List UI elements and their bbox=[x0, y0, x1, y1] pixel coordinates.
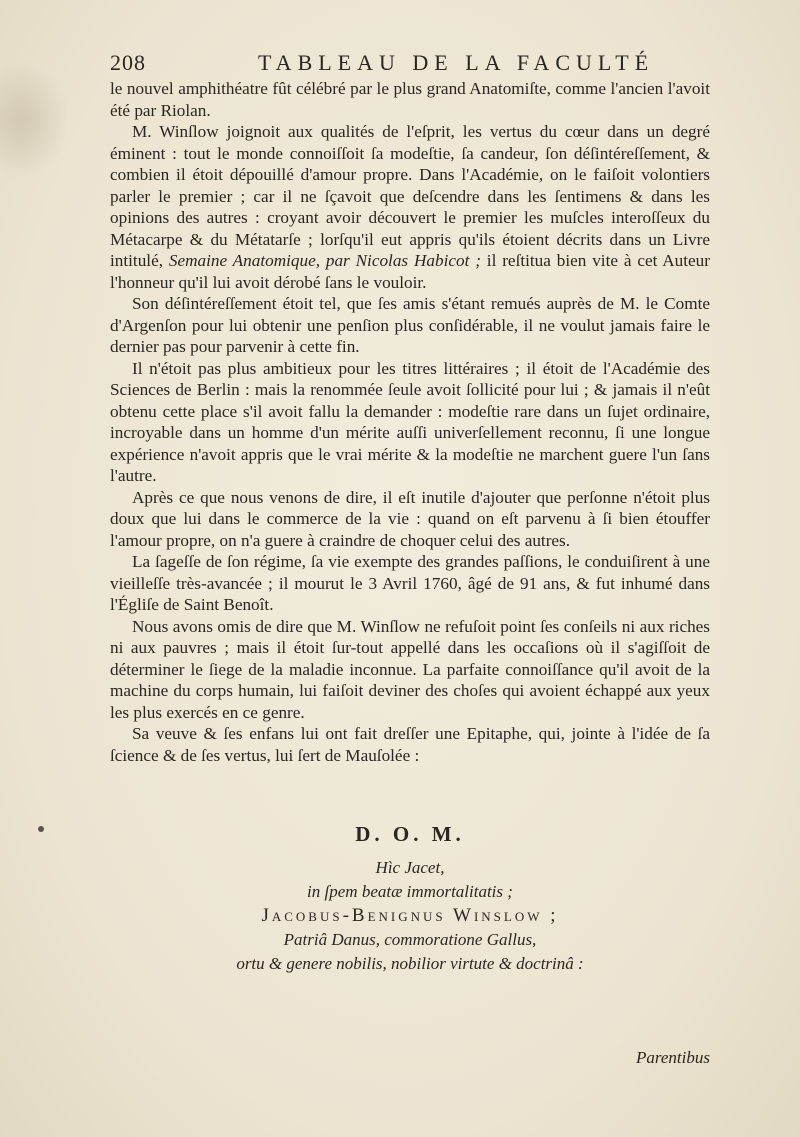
epitaph-ortu: ortu & genere nobilis, nobilior virtute & doctrinâ : bbox=[236, 954, 584, 973]
catchword: Parentibus bbox=[636, 1048, 710, 1067]
paragraph-5: Après ce que nous venons de dire, il eſt inutile d'ajouter que perſonne n'étoit plus doux que lui dans le commerce de la vie : quand on eſt parvenu à ſi bien étouffer l'amour propre, on n'a guere à craindre de choquer celui des autres. bbox=[110, 487, 710, 550]
margin-dot bbox=[38, 826, 44, 832]
paragraph-1: le nouvel amphithéatre fût célébré par le plus grand Anatomiſte, comme l'ancien l'avoit été par Riolan. bbox=[110, 79, 710, 120]
ink-bleed-stain bbox=[0, 60, 70, 180]
paragraph-8: Sa veuve & ſes enfans lui ont fait dreſſer une Epitaphe, qui, jointe à l'idée de ſa ſcience & de ſes vertus, lui ſert de Mauſolée : bbox=[110, 724, 710, 765]
paragraph-4: Il n'étoit pas plus ambitieux pour les titres littéraires ; il étoit de l'Académie des Sciences de Berlin : mais la renommée ſeule avoit ſollicité pour lui ; & jamais il n'eût obtenu cette place s'il avoit fallu la demander : modeſtie rare dans un ſujet ordinaire, incroyable dans un homme d'un mérite auſſi univerſellement reconnu, ſi une longue expérience n'avoit appris que le vrai mérite & la modeſtie ne marchent guere l'un ſans l'autre. bbox=[110, 358, 710, 485]
paragraph-7: Nous avons omis de dire que M. Winſlow ne refuſoit point ſes conſeils ni aux riches ni aux pauvres ; mais il étoit ſur-tout appellé dans les occaſions où il s'agiſſoit de déterminer le ſiege de la maladie inconnue. La parfaite connoiſſance qu'il avoit de la machine du corps humain, lui faiſoit deviner des choſes qui avoient échappé aux yeux les plus exercés en ce genre. bbox=[110, 616, 710, 722]
paragraph-2: M. Winſlow joignoit aux qualités de l'eſprit, les vertus du cœur dans un degré éminent : tout le monde connoiſſoit ſa modeſtie, ſa candeur, ſon déſintéreſſement, & combien il étoit dépouillé d'amour propre. Dans l'Académie, on le faiſoit volontiers parler le premier ; car il ne ſçavoit que deſcendre dans les ſentimens & dans les opinions des autres : croyant avoir découvert le premier les muſcles interoſſeux du Métacarpe & du Métatarſe ; lorſqu'il eut appris qu'ils étoient décrits dans un Livre intitulé, Semaine Anatomique, par Nicolas Habicot ; il reſtitua bien vite à cet Auteur l'honneur qu'il lui avoit dérobé ſans le vouloir. bbox=[110, 122, 710, 292]
epitaph-hic-jacet: Hìc Jacet, bbox=[375, 858, 445, 877]
paragraph-3: Son déſintéreſſement étoit tel, que ſes amis s'étant remués auprès de M. le Comte d'Argenſon pour lui obtenir une penſion plus conſidérable, il ne voulut jamais faire le dernier pas pour parvenir à cette fin. bbox=[110, 294, 710, 356]
page-header bbox=[110, 50, 710, 78]
epitaph bbox=[110, 822, 710, 976]
epitaph-dom: D. O. M. bbox=[355, 822, 465, 846]
running-title: TABLEAU DE LA FACULTÉ bbox=[258, 50, 655, 75]
page-number: 208 bbox=[110, 50, 146, 75]
epitaph-name: Jacobus-Benignus Winslow ; bbox=[261, 905, 559, 926]
paragraph-6: La ſageſſe de ſon régime, ſa vie exempte des grandes paſſions, le conduiſirent à une vieilleſſe très-avancée ; il mourut le 3 Avril 1760, âgé de 91 ans, & fut inhumé dans l'Égliſe de Saint Benoît. bbox=[110, 552, 710, 614]
epitaph-patria: Patriâ Danus, commoratione Gallus, bbox=[283, 930, 537, 949]
epitaph-immortalitatis: in ſpem beatæ immortalitatis ; bbox=[307, 882, 513, 901]
body-text bbox=[110, 78, 710, 766]
